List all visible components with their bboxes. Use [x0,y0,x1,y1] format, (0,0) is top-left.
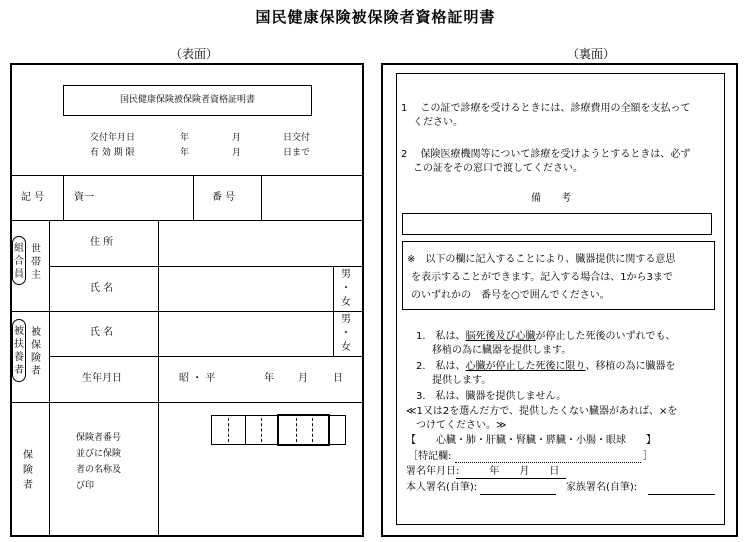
insurer-char: 険 [23,465,33,476]
note-2-line-1: 2 保険医療機関等について診療を受けようとするときは、必ず [401,149,691,160]
birth-month: 月 [298,373,308,384]
page-title: 国民健康保険被保険者資格証明書 [255,8,496,26]
organ-option-2-line-2: 提供します。 [432,375,492,386]
divider [49,266,363,267]
organ-option-2[interactable] [416,360,676,374]
bango-label: 番 号 [212,192,236,203]
organ-option-1-line-2: 移植の為に臓器を提供します。 [432,345,572,356]
biko-field[interactable] [402,213,712,235]
self-sign-label: 本人署名(自筆): [406,482,478,493]
sex-char: ・ [341,328,351,339]
issue-year: 年 [180,133,190,143]
issue-suffix: 日交付 [283,133,311,143]
divider [261,175,262,220]
divider [333,311,334,356]
fuyou-char: 者 [14,365,24,376]
divider [193,175,194,220]
family-sign-label: 家族署名(自筆): [566,482,638,493]
birth-label: 生年月日 [82,373,122,384]
sign-date: 署名年月日: 年 月 日 [406,466,560,477]
fuyou-char: 扶 [14,339,24,350]
remark-line-2: つけてください。≫ [416,420,507,431]
front-title-text: 国民健康保険被保険者資格証明書 [119,95,255,105]
special-line [455,462,641,463]
kigo-value: 資一 [74,192,94,203]
digit-separator [261,418,262,442]
insurer-info-line: 保険者番号 [76,433,122,443]
back-side-label: （裏面） [567,47,616,61]
sex-char: ・ [341,283,351,294]
hihokensha-char: 保 [31,340,41,351]
option-2-underlined: 心臓が停止した死後に限り [465,361,586,372]
divider [11,311,363,312]
divider [63,175,64,220]
hihokensha-char: 被 [31,327,41,338]
setainushi-char: 世 [31,244,41,255]
insurer-info-line: 者の名称及 [76,465,122,475]
name-label-1: 氏 名 [90,283,114,294]
digit-separator [228,418,229,442]
issue-month: 月 [232,133,242,143]
self-sign-underline[interactable] [480,494,556,495]
valid-date-label: 有 効 期 限 [90,148,135,158]
fuyou-char: 養 [14,352,24,363]
insurer-char: 保 [23,450,33,461]
organ-notice-line: ※ 以下の欄に記入することにより、臓器提供に関する意思 [407,254,676,265]
issue-date-label: 交付年月日 [90,133,136,143]
divider [158,402,159,536]
organ-list[interactable]: 【 心臓・肺・肝臓・腎臓・膵臓・小腸・眼球 】 [406,435,656,446]
sex-char: 女 [341,297,351,308]
insurer-char: 者 [23,480,33,491]
option-1-prefix: 1. 私は、 [416,331,466,342]
valid-month: 月 [232,148,242,158]
sex-char: 男 [341,314,351,325]
option-1-suffix: が停止した死後のいずれでも、 [535,331,676,342]
divider [49,356,363,357]
divider [333,266,334,311]
digit-separator [245,415,246,445]
kigo-label: 記 号 [21,192,45,203]
option-2-prefix: 2. 私は、 [416,361,466,372]
setainushi-char: 帯 [31,257,41,268]
special-close: ］ [643,451,653,462]
note-1-line-1: 1 この証で診療を受けるときには、診療費用の全額を支払って [401,103,691,114]
insurer-info-line: 並びに保険 [76,449,122,459]
valid-suffix: 日まで [283,148,311,158]
fuyou-char: 被 [14,326,24,337]
digit-separator [312,418,313,442]
organ-option-3[interactable]: 3. 私は、臓器を提供しません。 [416,391,567,402]
remark-line-1: ≪1又は2を選んだ方で、提供したくない臓器があれば、×を [406,406,678,417]
name-label-2: 氏 名 [90,327,114,338]
birth-year: 年 [264,373,274,384]
special-open: ［特記欄: [408,451,452,462]
valid-year: 年 [180,148,190,158]
organ-notice-line: を表示することができます。記入する場合は、1から3まで [411,272,673,283]
note-1-line-2: ください。 [413,117,463,128]
organ-option-1[interactable] [416,330,676,344]
option-2-suffix: 、移植の為に臓器を [585,361,676,372]
sign-date-underline [456,478,566,479]
address-label: 住 所 [90,237,114,248]
sex-char: 男 [341,269,351,280]
kumiai-char: 員 [14,269,24,280]
check-digit-box [277,414,330,446]
sex-char: 女 [341,342,351,353]
divider [11,402,363,403]
insurer-info-line: び印 [76,481,95,491]
divider [158,220,159,402]
setainushi-char: 主 [31,270,41,281]
hihokensha-char: 険 [31,353,41,364]
family-sign-underline[interactable] [648,494,715,495]
biko-label: 備 考 [531,193,571,204]
hihokensha-char: 者 [31,366,41,377]
front-side-label: （表面） [170,47,219,61]
birth-day: 日 [333,373,343,384]
digit-separator [296,418,297,442]
kumiai-char: 合 [14,256,24,267]
kumiai-char: 組 [14,243,24,254]
divider [49,220,50,536]
divider [11,220,363,221]
organ-notice-line: のいずれかの 番号を○で囲んでください。 [411,290,610,301]
note-2-line-2: この証をその窓口で渡してください。 [413,163,583,174]
option-1-underlined: 脳死後及び心臓 [465,331,536,342]
birth-era: 昭 ・ 平 [179,373,216,384]
